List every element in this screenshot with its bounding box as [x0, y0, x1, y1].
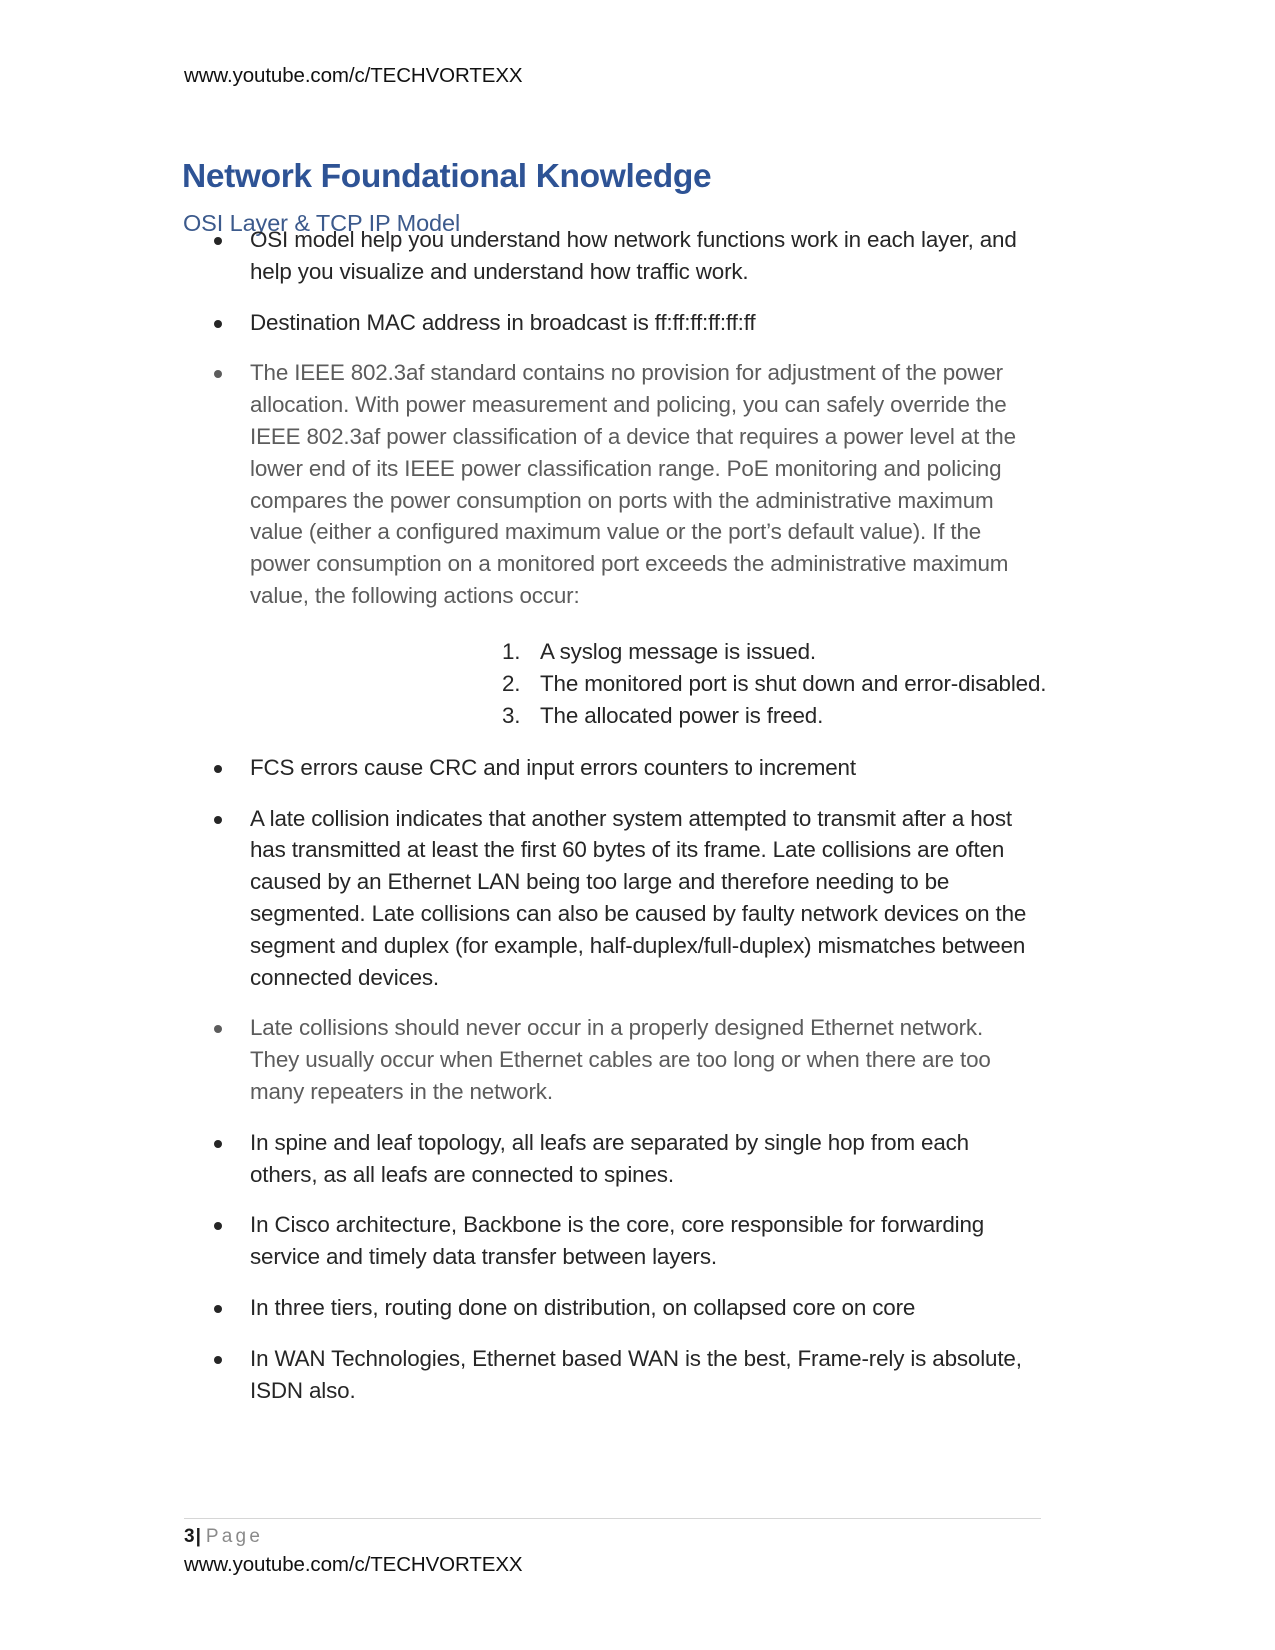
list-item	[0, 1127, 1275, 1191]
list-item-text: OSI model help you understand how network functions work in each layer, and help you visualize and understand how traffic work.	[250, 227, 1017, 284]
numbered-list-item-text: A syslog message is issued.	[540, 638, 816, 664]
list-item	[0, 1343, 1275, 1407]
bullet-dot-icon	[214, 1140, 222, 1148]
list-item-text: Late collisions should never occur in a properly designed Ethernet network. They usually occur when Ethernet cables are too long or when there are too many repeaters in the network.	[250, 1015, 991, 1104]
bullet-dot-icon	[214, 237, 222, 245]
numbered-list-item-text: The monitored port is shut down and error-disabled.	[540, 670, 1047, 696]
bullet-dot-icon	[214, 1222, 222, 1230]
numbered-list-item	[250, 700, 1275, 732]
list-item-text: The IEEE 802.3af standard contains no provision for adjustment of the power allocation. With power measurement and policing, you can safely override the IEEE 802.3af power classification of a device that requires a power level at the lower end of its IEEE power classification range. PoE monitoring and policing compares the power consumption on ports with the administrative maximum value (either a configured maximum value or the port’s default value). If the power consumption on a monitored port exceeds the administrative maximum value, the following actions occur:	[250, 360, 1016, 608]
list-item-text: In Cisco architecture, Backbone is the core, core responsible for forwarding service and timely data transfer between layers.	[250, 1212, 985, 1270]
footer-page-indicator	[184, 1526, 263, 1548]
bullet-dot-icon	[214, 1305, 222, 1313]
list-item	[0, 307, 1275, 339]
list-item	[0, 1012, 1275, 1107]
list-item	[0, 803, 1275, 994]
numbered-list-item	[250, 668, 1275, 700]
list-item-number: 1.	[502, 638, 521, 664]
bullet-dot-icon	[214, 816, 222, 824]
list-item	[0, 752, 1275, 784]
bullet-dot-icon	[214, 320, 222, 328]
footer-separator: |	[195, 1526, 201, 1547]
footer-divider	[184, 1518, 1041, 1519]
bullet-list	[0, 224, 1275, 1406]
numbered-list-item	[250, 636, 1275, 668]
list-item-text: A late collision indicates that another system attempted to transmit after a host has transmitted at least the first 60 bytes of its frame. Late collisions are often caused by an Ethernet LAN being too large and therefore needing to be segmented. Late collisions can also be caused by faulty network devices on the segment and duplex (for example, half-duplex/full-duplex) mismatches between connected devices.	[250, 805, 1027, 990]
footer-url: www.youtube.com/c/TECHVORTEXX	[184, 1553, 523, 1576]
section-subtitle: OSI Layer & TCP IP Model	[183, 209, 461, 236]
footer-page-number: 3	[184, 1526, 195, 1547]
bullet-dot-icon	[214, 1356, 222, 1364]
list-item	[0, 224, 1275, 288]
list-item-text: FCS errors cause CRC and input errors counters to increment	[250, 754, 856, 780]
header-url: www.youtube.com/c/TECHVORTEXX	[184, 64, 523, 87]
list-item-text: In WAN Technologies, Ethernet based WAN is the best, Frame-rely is absolute, ISDN also.	[250, 1345, 1022, 1403]
numbered-list-item-text: The allocated power is freed.	[540, 702, 824, 728]
list-item-text: In three tiers, routing done on distribution, on collapsed core on core	[250, 1294, 916, 1320]
bullet-dot-icon	[214, 765, 222, 773]
document-body	[0, 224, 1275, 1425]
list-item	[0, 1209, 1275, 1273]
numbered-sub-list	[250, 636, 1275, 732]
bullet-dot-icon	[214, 370, 222, 378]
page-title: Network Foundational Knowledge	[182, 158, 712, 196]
list-item-text: Destination MAC address in broadcast is ff:ff:ff:ff:ff:ff	[250, 309, 756, 335]
list-item	[0, 357, 1275, 731]
list-item-number: 2.	[502, 670, 521, 696]
footer-page-word: Page	[205, 1526, 264, 1547]
list-item-number: 3.	[502, 702, 521, 728]
bullet-dot-icon	[214, 1025, 222, 1033]
list-item	[0, 1292, 1275, 1324]
list-item-text: In spine and leaf topology, all leafs are separated by single hop from each others, as all leafs are connected to spines.	[250, 1129, 969, 1187]
